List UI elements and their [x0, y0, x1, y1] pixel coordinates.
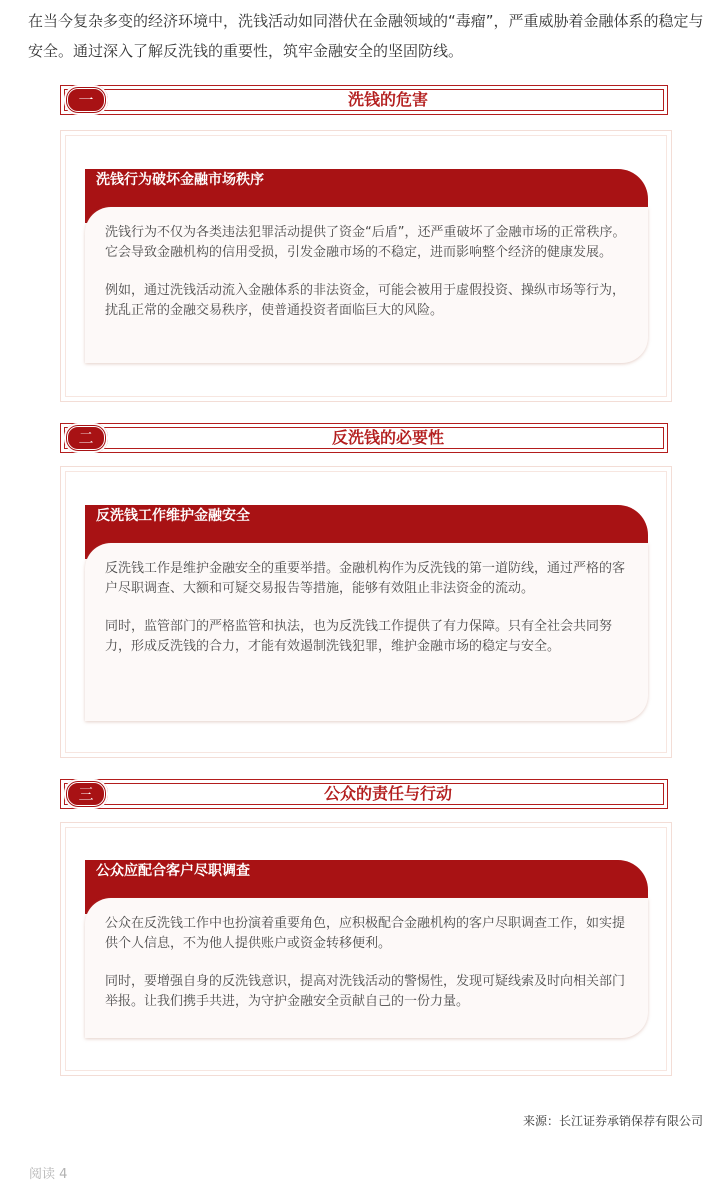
card-paragraph: 洗钱行为不仅为各类违法犯罪活动提供了资金“后盾”，还严重破坏了金融市场的正常秩序。它会导致金融机构的信用受损，引发金融市场的不稳定，进而影响整个经济的健康发展。: [105, 225, 626, 260]
section-card-1: [60, 130, 672, 402]
section-title-2: 反洗钱的必要性: [331, 428, 444, 447]
section-header-2: [60, 423, 668, 453]
card-paragraph: 同时，监管部门的严格监管和执法，也为反洗钱工作提供了有力保障。只有全社会共同努力，形成反洗钱的合力，才能有效遏制洗钱犯罪，维护金融市场的稳定与安全。: [105, 619, 613, 654]
section-card-2: [60, 466, 672, 758]
card-body-3: [85, 898, 648, 1038]
card-paragraph: 例如，通过洗钱活动流入金融体系的非法资金，可能会被用于虚假投资、操纵市场等行为，扰乱正常的金融交易秩序，使普通投资者面临巨大的风险。: [105, 283, 626, 318]
section-card-3: [60, 822, 672, 1076]
read-count: 阅读 4: [29, 1167, 68, 1182]
section-header-3: [60, 779, 668, 809]
card-body-1: [85, 207, 648, 363]
card-title-1: 洗钱行为破坏金融市场秩序: [96, 172, 264, 188]
card-paragraph: 同时，要增强自身的反洗钱意识，提高对洗钱活动的警惕性，发现可疑线索及时向相关部门举报。让我们携手共进，为守护金融安全贡献自己的一份力量。: [105, 974, 626, 1009]
section-number-3: 三: [64, 779, 108, 809]
card-paragraph: 公众在反洗钱工作中也扮演着重要角色，应积极配合金融机构的客户尽职调查工作，如实提供个人信息，不为他人提供账户或资金转移便利。: [105, 916, 626, 951]
card-body-2: [85, 543, 648, 721]
section-number-1: 一: [64, 85, 108, 115]
card-paragraph: 反洗钱工作是维护金融安全的重要举措。金融机构作为反洗钱的第一道防线，通过严格的客户尽职调查、大额和可疑交易报告等措施，能够有效阻止非法资金的流动。: [105, 561, 626, 596]
section-title-1: 洗钱的危害: [347, 90, 428, 109]
source-credit: 来源：长江证券承销保荐有限公司: [522, 1114, 703, 1128]
card-title-3: 公众应配合客户尽职调查: [96, 863, 250, 879]
section-header-1: [60, 85, 668, 115]
section-title-3: 公众的责任与行动: [323, 784, 452, 803]
intro-paragraph: 在当今复杂多变的经济环境中，洗钱活动如同潜伏在金融领域的“毒瘤”，严重威胁着金融体系的稳定与安全。通过深入了解反洗钱的重要性，筑牢金融安全的坚固防线。: [28, 12, 704, 60]
section-number-2: 二: [64, 423, 108, 453]
card-title-2: 反洗钱工作维护金融安全: [96, 508, 250, 524]
